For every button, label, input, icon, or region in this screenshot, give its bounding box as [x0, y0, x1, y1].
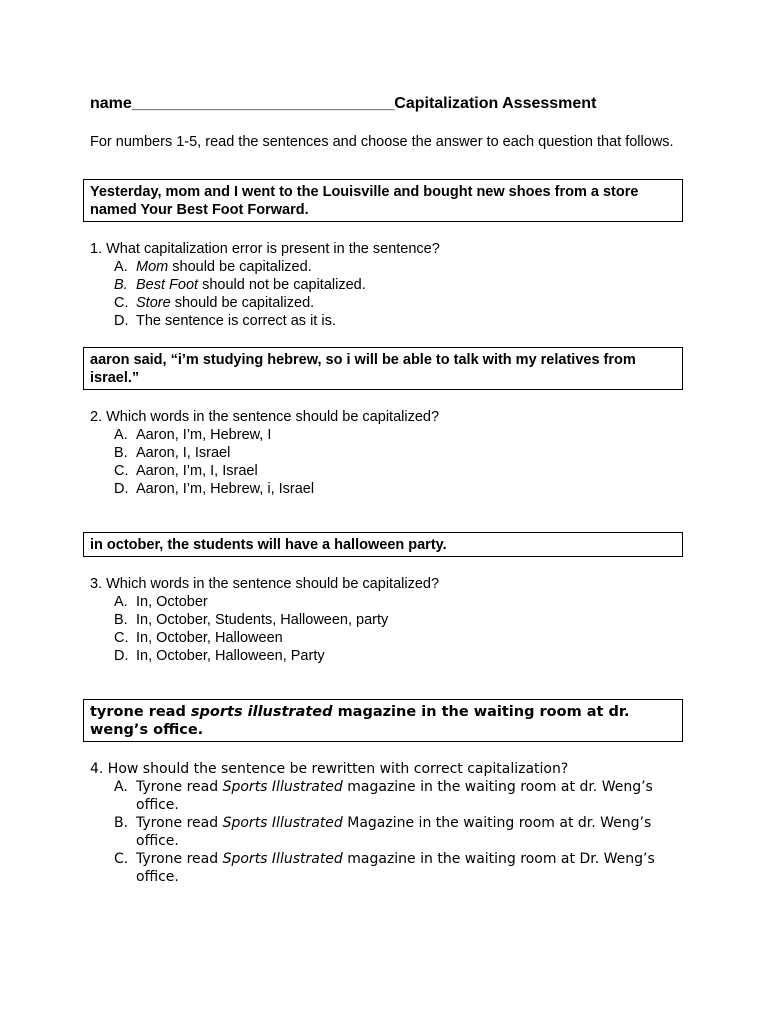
question-3-text: 3. Which words in the sentence should be capitalized? [90, 576, 440, 592]
question-4 [90, 760, 686, 886]
option-2b[interactable]: B. Aaron, I, Israel [114, 445, 231, 461]
question-3-options [90, 593, 686, 665]
question-1-options [90, 258, 686, 330]
option-4a[interactable]: A. Tyrone read Sports Illustrated magazine in the waiting room at dr. Weng’s office. [114, 779, 653, 813]
option-1c[interactable]: C. Store should be capitalized. [114, 295, 315, 311]
option-1a[interactable]: A. Mom should be capitalized. [114, 259, 312, 275]
passage-box-2: aaron said, “i’m studying hebrew, so i will be able to talk with my relatives from israel.” [83, 347, 683, 390]
question-1 [90, 240, 686, 330]
question-1-text: 1. What capitalization error is present in the sentence? [90, 241, 440, 257]
name-label: name [90, 95, 132, 112]
option-2c[interactable]: C. Aaron, I’m, I, Israel [114, 463, 258, 479]
question-4-options [90, 778, 686, 886]
option-4c[interactable]: C. Tyrone read Sports Illustrated magazine in the waiting room at Dr. Weng’s office. [114, 851, 655, 885]
option-1b[interactable]: B. Best Foot should not be capitalized. [114, 277, 366, 293]
question-4-text: 4. How should the sentence be rewritten with correct capitalization? [90, 761, 569, 777]
question-2-text: 2. Which words in the sentence should be capitalized? [90, 409, 440, 425]
option-3c[interactable]: C. In, October, Halloween [114, 630, 283, 646]
name-blank-line: ______________________________ [131, 95, 395, 112]
question-2-options [90, 426, 686, 498]
question-2 [90, 408, 686, 498]
option-3d[interactable]: D. In, October, Halloween, Party [114, 648, 325, 664]
title-row [90, 94, 686, 114]
option-2d[interactable]: D. Aaron, I’m, Hebrew, i, Israel [114, 481, 315, 497]
option-3b[interactable]: B. In, October, Students, Halloween, party [114, 612, 389, 628]
option-4b[interactable]: B. Tyrone read Sports Illustrated Magazine in the waiting room at dr. Weng’s office. [114, 815, 652, 849]
page-title: Capitalization Assessment [394, 95, 597, 112]
passage-box-1: Yesterday, mom and I went to the Louisville and bought new shoes from a store named Your Best Foot Forward. [83, 179, 683, 222]
option-1d[interactable]: D. The sentence is correct as it is. [114, 313, 336, 329]
instructions: For numbers 1-5, read the sentences and choose the answer to each question that follows. [90, 134, 674, 150]
worksheet-page [90, 94, 686, 886]
option-2a[interactable]: A. Aaron, I’m, Hebrew, I [114, 427, 272, 443]
passage-box-4: tyrone read sports illustrated magazine in the waiting room at dr. weng’s office. [83, 699, 683, 742]
passage-box-3: in october, the students will have a halloween party. [83, 532, 683, 557]
option-3a[interactable]: A. In, October [114, 594, 208, 610]
question-3 [90, 575, 686, 665]
